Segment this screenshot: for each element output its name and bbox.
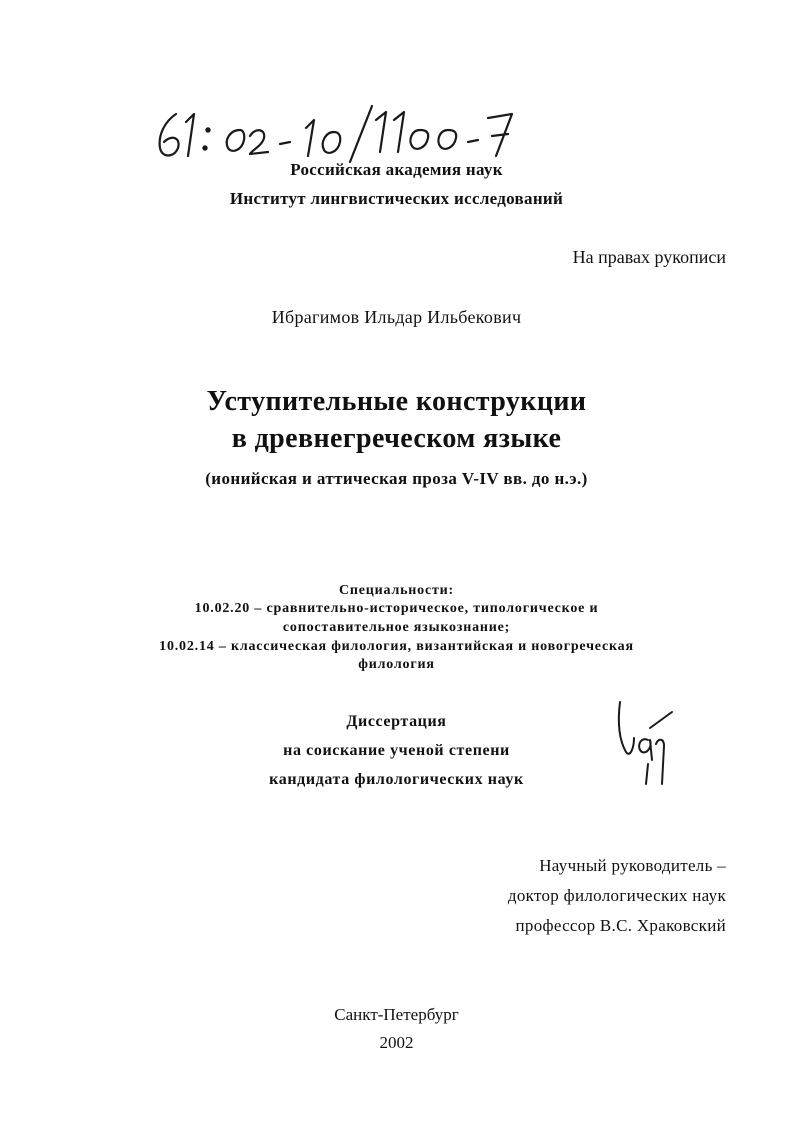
dissertation-line-1: Диссертация: [346, 713, 447, 730]
specialties-heading: Специальности:: [339, 583, 454, 598]
supervisor-line-1: Научный руководитель –: [539, 856, 726, 875]
publication-place: Санкт-Петербург: [334, 1005, 459, 1024]
handwritten-signature: [612, 698, 682, 790]
specialty-line-4: филология: [358, 657, 435, 672]
academy-name: Российская академия наук: [290, 160, 503, 179]
specialty-line-1: 10.02.20 – сравнительно-историческое, типологическое и: [194, 601, 599, 616]
institute-name: Институт лингвистических исследований: [229, 189, 564, 208]
supervisor-line-2: доктор филологических наук: [507, 886, 726, 905]
publication-year: 2002: [379, 1033, 414, 1052]
dissertation-line-3: кандидата филологических наук: [269, 771, 524, 788]
title-line-1: Уступительные конструкции: [206, 386, 587, 417]
specialty-line-3: 10.02.14 – классическая филология, византийская и новогреческая: [159, 639, 634, 654]
title-line-2: в древнегреческом языке: [231, 423, 562, 454]
handwritten-catalog-code: [150, 100, 530, 166]
manuscript-rights-note: На правах рукописи: [572, 247, 726, 267]
author-name: Ибрагимов Ильдар Ильбекович: [271, 307, 522, 327]
title-subtitle: (ионийская и аттическая проза V-IV вв. до н.э.): [205, 469, 588, 488]
supervisor-line-3: профессор В.С. Храковский: [515, 916, 726, 935]
dissertation-line-2: на соискание ученой степени: [283, 742, 510, 759]
specialty-line-2: сопоставительное языкознание;: [282, 620, 511, 635]
